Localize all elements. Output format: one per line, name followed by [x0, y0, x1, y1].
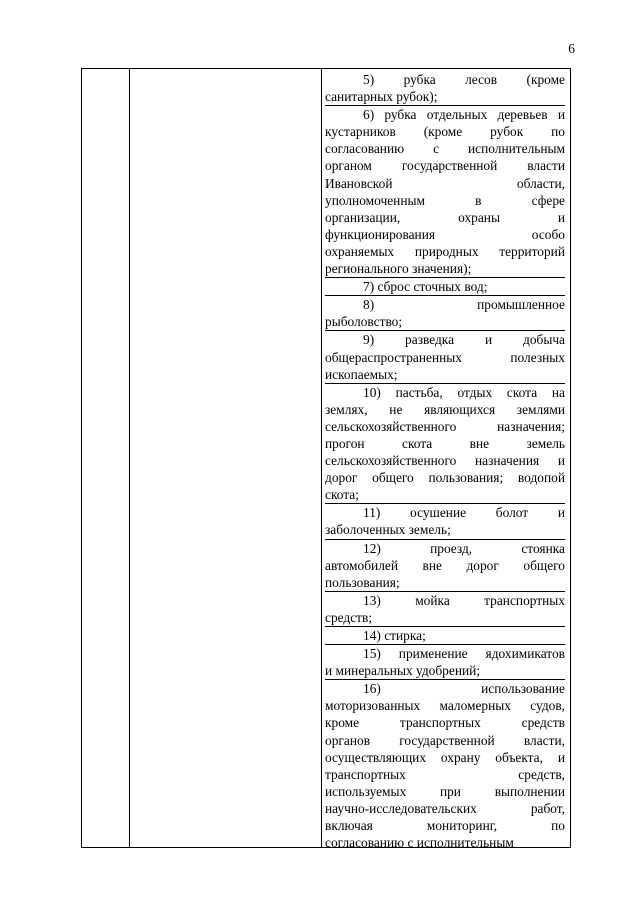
table-row — [325, 539, 565, 591]
table-row — [325, 277, 565, 295]
table-row — [325, 105, 565, 277]
item-line: и минеральных удобрений; — [325, 663, 481, 679]
item-first-line: 11) осушение болот и — [363, 505, 565, 521]
item-first-line: 6) рубка отдельных деревьев и — [363, 107, 565, 123]
item-line: общераспространенных полезных — [325, 349, 565, 365]
table-right-border — [570, 68, 571, 848]
item-line: функционирования особо — [325, 226, 565, 242]
item-line: кроме транспортных средств — [325, 715, 565, 731]
item-line: землях, не являющихся землями — [325, 401, 565, 417]
item-line: используемых при выполнении — [325, 783, 565, 799]
item-line: кустарников (кроме рубок по — [325, 124, 565, 140]
table-row — [325, 679, 565, 851]
item-line: научно-исследовательских работ, — [325, 800, 565, 816]
item-first-line: 15) применение ядохимикатов — [363, 646, 565, 662]
item-first-line: 12) проезд, стоянка — [363, 540, 565, 556]
item-line: заболоченных земель; — [325, 522, 451, 538]
item-line: уполномоченным в сфере — [325, 192, 565, 208]
table-row — [325, 644, 565, 679]
table-row — [325, 591, 565, 626]
item-first-line: 13) мойка транспортных — [363, 592, 565, 608]
item-first-line: 10) пастьба, отдых скота на — [363, 384, 565, 400]
item-first-line: 16) использование — [363, 681, 565, 697]
item-line: рыболовство; — [325, 314, 403, 330]
item-line: прогон скота вне земель — [325, 435, 565, 451]
item-line: сельскохозяйственного назначения и — [325, 453, 565, 469]
table-row — [325, 383, 565, 504]
item-line: охраняемых природных территорий — [325, 243, 565, 259]
item-line: средств; — [325, 609, 373, 625]
restrictions-column — [325, 69, 565, 851]
table-row — [325, 626, 565, 644]
item-line: включая мониторинг, по — [325, 818, 565, 834]
item-line: дорог общего пользования; водопой — [325, 470, 565, 486]
item-line: осуществляющих охрану объекта, и — [325, 749, 565, 765]
table-left-border — [81, 68, 82, 848]
table-row — [325, 295, 565, 330]
item-first-line: 5) рубка лесов (кроме — [363, 72, 565, 87]
item-line: скота; — [325, 487, 359, 503]
item-line: органов государственной власти, — [325, 732, 565, 748]
item-line: автомобилей вне дорог общего — [325, 557, 565, 573]
item-line: пользования; — [325, 574, 400, 590]
item-line: согласованию с исполнительным — [325, 835, 514, 851]
item-line: Ивановской области, — [325, 175, 565, 191]
item-first-line: 9) разведка и добыча — [363, 332, 565, 348]
restrictions-table — [81, 68, 571, 851]
item-line: моторизованных маломерных судов, — [325, 698, 565, 714]
table-row — [325, 69, 565, 105]
item-line: сельскохозяйственного назначения; — [325, 418, 565, 434]
item-line: санитарных рубок); — [325, 89, 438, 105]
column-divider-2 — [321, 68, 322, 848]
item-line: ископаемых; — [325, 366, 398, 382]
table-row — [325, 503, 565, 538]
table-row — [325, 330, 565, 382]
item-line: организации, охраны и — [325, 209, 565, 225]
item-first-line: 8) промышленное — [363, 297, 565, 313]
item-line: регионального значения); — [325, 261, 472, 277]
item-line: органом государственной власти — [325, 158, 565, 174]
item-first-line: 7) сброс сточных вод; — [363, 279, 488, 295]
item-line: транспортных средств, — [325, 766, 565, 782]
column-divider-1 — [129, 68, 130, 848]
page-number: 6 — [568, 41, 575, 56]
item-first-line: 14) стирка; — [363, 628, 426, 643]
item-line: согласованию с исполнительным — [325, 141, 565, 157]
